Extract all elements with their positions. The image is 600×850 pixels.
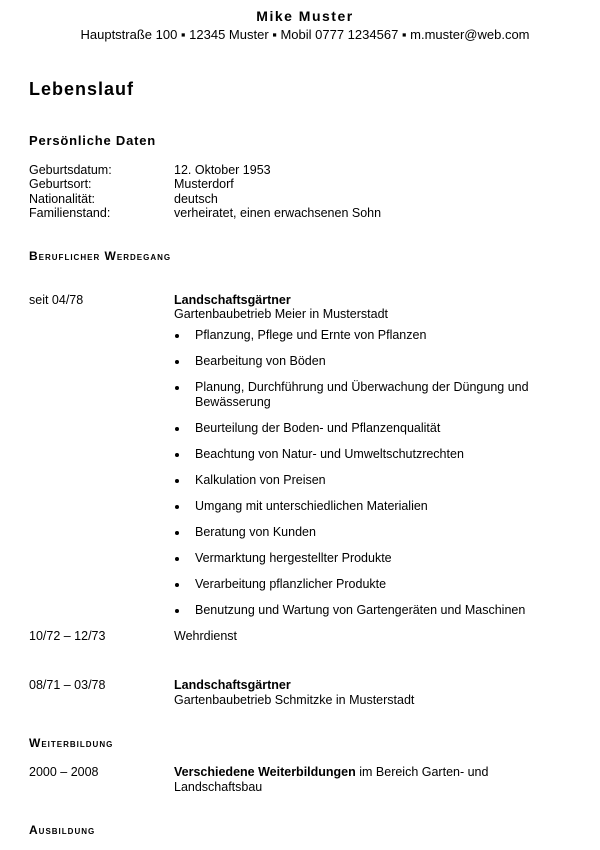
birthplace-value: Musterdorf [174, 177, 234, 191]
list-item [174, 551, 564, 566]
birthdate-value: 12. Oktober 1953 [174, 163, 271, 177]
marital-status-value: verheiratet, einen erwachsenen Sohn [174, 206, 382, 220]
list-item [174, 577, 564, 592]
applicant-name: Mike Muster [256, 8, 354, 24]
birthdate-label: Geburtsdatum: [29, 163, 112, 177]
section-further-education: Weiterbildung [29, 736, 114, 750]
nationality-value: deutsch [174, 192, 218, 206]
list-item [174, 473, 564, 488]
bullet-icon [175, 334, 179, 338]
bullet-icon [175, 427, 179, 431]
job-title: Landschaftsgärtner [174, 293, 291, 307]
task-text: Benutzung und Wartung von Gartengeräten und Maschinen [195, 603, 526, 617]
task-text: Bearbeitung von Böden [195, 354, 326, 368]
bullet-icon [175, 531, 179, 535]
task-text: Kalkulation von Preisen [195, 473, 326, 487]
task-text: Beurteilung der Boden- und Pflanzenqualität [195, 421, 441, 435]
nationality-label: Nationalität: [29, 192, 96, 206]
list-item [174, 354, 564, 369]
birthplace-label: Geburtsort: [29, 177, 92, 191]
bullet-icon [175, 505, 179, 509]
task-text: Beachtung von Natur- und Umweltschutzrechten [195, 447, 464, 461]
bullet-icon [175, 453, 179, 457]
task-list [174, 321, 564, 618]
list-item [174, 328, 564, 343]
bullet-icon [175, 609, 179, 613]
list-item [174, 380, 564, 410]
task-text: Pflanzung, Pflege und Ernte von Pflanzen [195, 328, 427, 342]
further-education-title: Verschiedene Weiterbildungen [174, 765, 356, 779]
task-text: Umgang mit unterschiedlichen Materialien [195, 499, 428, 513]
career-date: seit 04/78 [29, 293, 84, 307]
section-education: Ausbildung [29, 823, 96, 837]
bullet-icon [175, 386, 179, 390]
bullet-icon [175, 583, 179, 587]
job-title: Landschaftsgärtner [174, 678, 291, 692]
further-education-text [174, 765, 534, 795]
employer: Gartenbaubetrieb Meier in Musterstadt [174, 307, 388, 321]
section-career: Beruflicher Werdegang [29, 249, 172, 263]
career-date: 10/72 – 12/73 [29, 629, 106, 643]
marital-status-label: Familienstand: [29, 206, 111, 220]
task-text: Vermarktung hergestellter Produkte [195, 551, 392, 565]
contact-line: Hauptstraße 100 ▪ 12345 Muster ▪ Mobil 0777 1234567 ▪ m.muster@web.com [80, 27, 530, 42]
list-item [174, 603, 564, 618]
further-education-detail: im Bereich Garten- und Landschaftsbau [174, 765, 489, 794]
section-personal-data: Persönliche Daten [29, 133, 157, 148]
task-text: Verarbeitung pflanzlicher Produkte [195, 577, 387, 591]
employer: Gartenbaubetrieb Schmitzke in Musterstadt [174, 693, 415, 707]
task-text: Beratung von Kunden [195, 525, 316, 539]
list-item [174, 447, 564, 462]
list-item [174, 525, 564, 540]
task-text: Planung, Durchführung und Überwachung der Düngung und Bewässerung [195, 380, 529, 409]
career-date: 08/71 – 03/78 [29, 678, 106, 692]
bullet-icon [175, 557, 179, 561]
education-date: 2000 – 2008 [29, 765, 99, 779]
bullet-icon [175, 479, 179, 483]
job-title: Wehrdienst [174, 629, 237, 643]
bullet-icon [175, 360, 179, 364]
list-item [174, 421, 564, 436]
page-title: Lebenslauf [29, 79, 135, 99]
list-item [174, 499, 564, 514]
